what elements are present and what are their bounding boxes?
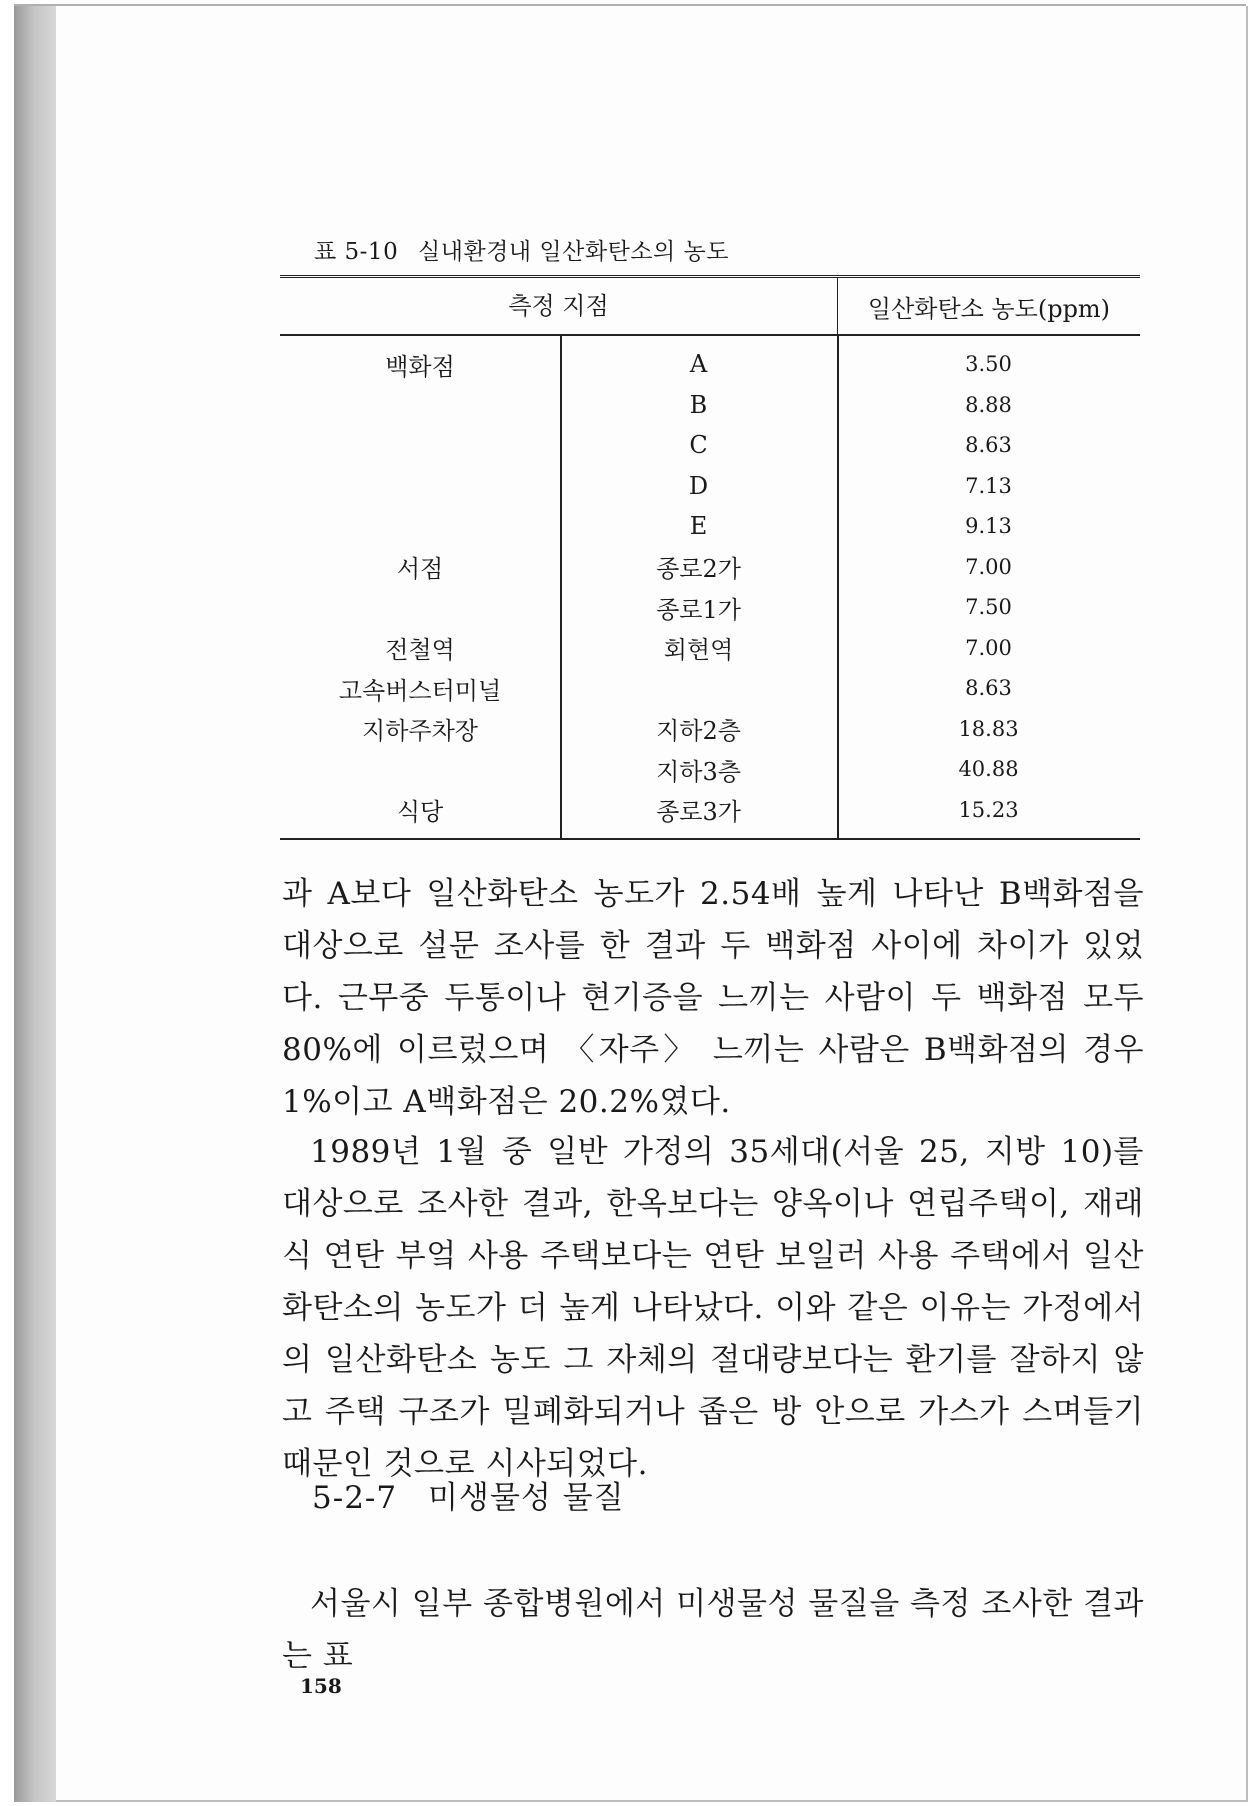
sublocation-cell: A: [689, 350, 708, 379]
page-number: 158: [300, 1674, 342, 1698]
location-cell: 백화점: [385, 352, 455, 381]
header-location: 측정 지점: [280, 278, 838, 334]
table-row: [280, 506, 1140, 547]
table-row: [280, 587, 1140, 628]
table-caption-title: 실내환경내 일산화탄소의 농도: [418, 239, 729, 265]
table-row: [280, 425, 1140, 466]
table-row: [280, 466, 1140, 507]
sublocation-cell: B: [689, 390, 708, 419]
concentration-cell: 7.50: [965, 595, 1012, 620]
location-cell: 전철역: [385, 636, 455, 665]
sublocation-cell: 회현역: [663, 636, 734, 665]
sublocation-cell: C: [689, 431, 708, 460]
sublocation-cell: D: [688, 471, 709, 500]
table-row: [280, 344, 1140, 385]
table-body: [280, 336, 1140, 838]
body-paragraph-1: 과 A보다 일산화탄소 농도가 2.54배 높게 나타난 B백화점을 대상으로 설문 조사를 한 결과 두 백화점 사이에 차이가 있었다. 근무중 두통이나 현기증을 느끼는 사람이 두 백화점 모두 80%에 이르렀으며 〈자주〉 느끼는 사람은 B백화점의 경우 1%이고 A백화점은 20.2%였다.: [282, 876, 1144, 1120]
section-title: 미생물성 물질: [427, 1480, 625, 1516]
sublocation-cell: 지하3층: [656, 757, 741, 786]
body-paragraph-3: 서울시 일부 종합병원에서 미생물성 물질을 측정 조사한 결과는 표: [282, 1586, 1144, 1674]
concentration-cell: 8.63: [965, 433, 1012, 458]
concentration-cell: 8.88: [965, 392, 1012, 417]
concentration-cell: 8.63: [965, 676, 1012, 701]
concentration-cell: 3.50: [965, 352, 1012, 377]
table-row: [280, 749, 1140, 790]
column-divider: [560, 336, 562, 838]
sublocation-cell: 종로2가: [656, 555, 741, 584]
concentration-cell: 7.00: [965, 554, 1012, 579]
table-row: [280, 385, 1140, 426]
location-cell: 서점: [396, 555, 444, 584]
location-cell: 고속버스터미널: [338, 676, 502, 705]
table-caption-label: 표 5-10: [314, 239, 399, 265]
column-divider: [837, 336, 839, 838]
concentration-cell: 15.23: [958, 797, 1019, 822]
table-header: [280, 278, 1140, 336]
location-cell: 지하주차장: [362, 717, 478, 746]
concentration-cell: 7.13: [965, 473, 1012, 498]
book-spine: [14, 6, 58, 1802]
sublocation-cell: E: [689, 512, 708, 541]
concentration-cell: 18.83: [958, 716, 1019, 741]
section-number: 5-2-7: [312, 1480, 398, 1516]
section-heading: [312, 1472, 625, 1517]
sublocation-cell: 종로1가: [656, 595, 741, 624]
table-caption: [314, 233, 729, 266]
table-row: [280, 668, 1140, 709]
sublocation-cell: 지하2층: [656, 717, 741, 746]
location-cell: 식당: [396, 798, 444, 827]
header-concentration: 일산화탄소 농도(ppm): [867, 294, 1111, 323]
sublocation-cell: 종로3가: [656, 798, 741, 827]
table-row: [280, 547, 1140, 588]
body-paragraph-2: 1989년 1월 중 일반 가정의 35세대(서울 25, 지방 10)를 대상으로 조사한 결과, 한옥보다는 양옥이나 연립주택이, 재래식 연탄 부엌 사용 주택보다는 연탄 보일러 사용 주택에서 일산화탄소의 농도가 더 높게 나타났다. 이와 같은 이유는 가정에서의 일산화탄소 농도 그 자체의 절대량보다는 환기를 잘하지 않고 주택 구조가 밀폐화되거나 좁은 방 안으로 가스가 스며들기 때문인 것으로 시사되었다.: [282, 1134, 1144, 1482]
table-row: [280, 628, 1140, 669]
concentration-cell: 9.13: [965, 514, 1012, 539]
concentration-cell: 40.88: [958, 757, 1019, 782]
table-row: [280, 790, 1140, 831]
concentration-cell: 7.00: [965, 635, 1012, 660]
co-concentration-table: [280, 275, 1140, 840]
table-row: [280, 709, 1140, 750]
